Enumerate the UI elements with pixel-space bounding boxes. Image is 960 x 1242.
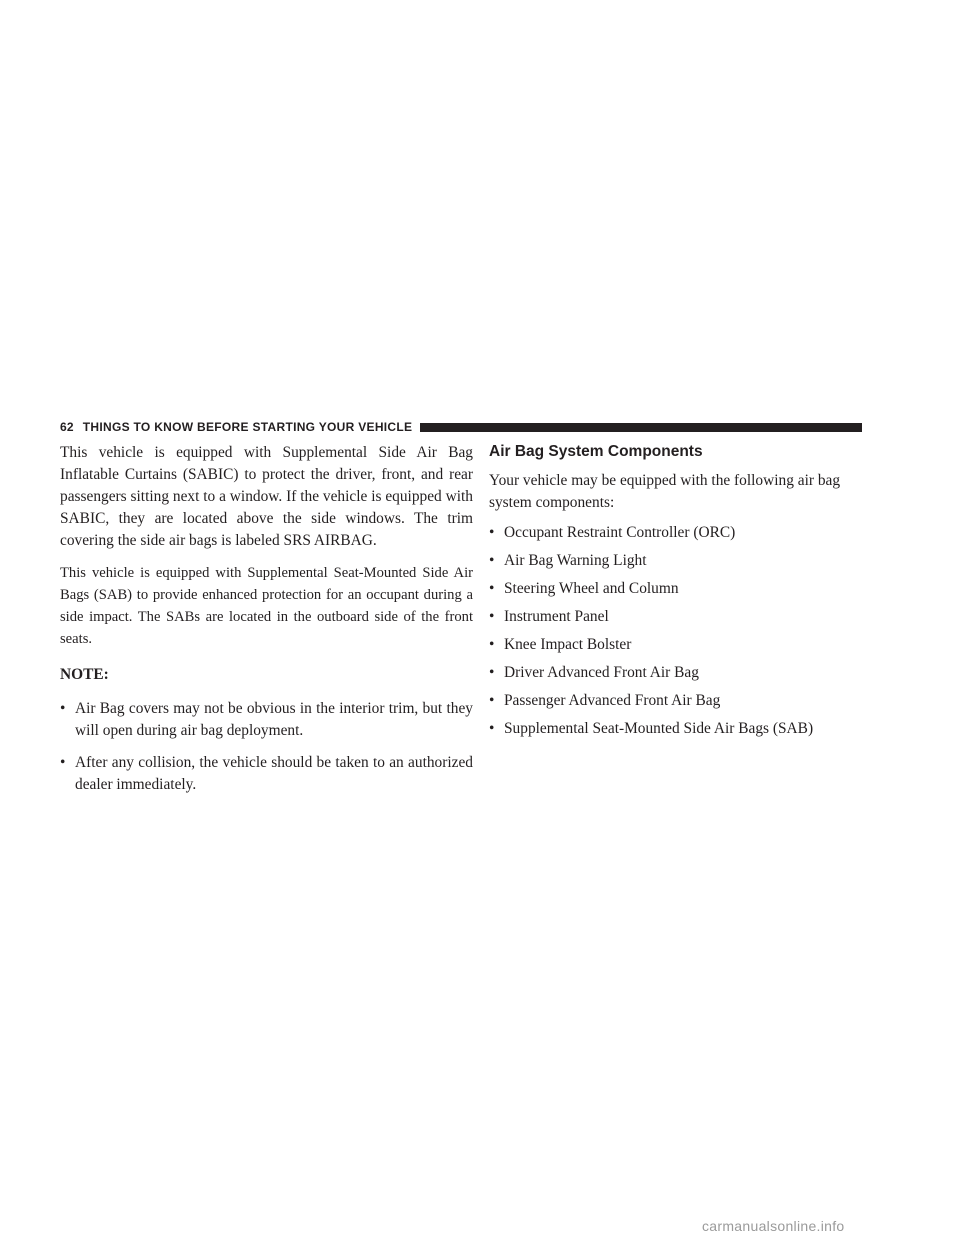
component-text: Occupant Restraint Controller (ORC) — [504, 524, 736, 541]
list-item — [489, 606, 864, 628]
section-title: THINGS TO KNOW BEFORE STARTING YOUR VEHICLE — [82, 420, 413, 434]
bullet-icon: • — [489, 580, 495, 597]
component-text: Instrument Panel — [504, 608, 609, 625]
sabic-paragraph: This vehicle is equipped with Supplemental Side Air Bag Inflatable Curtains (SABIC) to protect the driver, front, and rear passengers sitting next to a window. If the vehicle is equipped with SABIC, they are located above the side windows. The trim covering the side air bags is labeled SRS AIRBAG. — [60, 444, 473, 549]
header-rule — [420, 423, 862, 432]
list-item — [60, 752, 473, 796]
note-text: After any collision, the vehicle should be taken to an authorized dealer immediately. — [75, 754, 473, 793]
component-text: Driver Advanced Front Air Bag — [504, 664, 699, 681]
list-item — [489, 718, 864, 740]
note-list — [60, 698, 473, 796]
note-text: Air Bag covers may not be obvious in the interior trim, but they will open during air bag deployment. — [75, 700, 473, 739]
sab-paragraph: This vehicle is equipped with Supplemental Seat-Mounted Side Air Bags (SAB) to provide enhanced protection for an occupant during a side impact. The SABs are located in the outboard side of the front seats. — [60, 565, 473, 647]
component-text: Knee Impact Bolster — [504, 636, 632, 653]
component-text: Passenger Advanced Front Air Bag — [504, 692, 721, 709]
bullet-icon: • — [489, 692, 495, 709]
left-column — [60, 442, 473, 806]
bullet-icon: • — [489, 552, 495, 569]
components-list — [489, 522, 864, 740]
list-item — [489, 550, 864, 572]
component-text: Supplemental Seat-Mounted Side Air Bags (SAB) — [504, 720, 814, 737]
bullet-icon: • — [489, 720, 495, 737]
running-header — [60, 418, 862, 436]
bullet-icon: • — [489, 524, 495, 541]
list-item — [489, 578, 864, 600]
components-intro: Your vehicle may be equipped with the following air bag system components: — [489, 472, 841, 511]
page-number: 62 — [60, 420, 74, 434]
components-heading: Air Bag System Components — [489, 443, 703, 460]
list-item — [489, 522, 864, 544]
bullet-icon: • — [489, 608, 495, 625]
list-item — [489, 634, 864, 656]
component-text: Air Bag Warning Light — [504, 552, 647, 569]
bullet-icon: • — [60, 700, 66, 717]
bullet-icon: • — [60, 754, 66, 771]
list-item — [489, 690, 864, 712]
right-column — [489, 442, 864, 746]
list-item — [489, 662, 864, 684]
watermark: carmanualsonline.info — [702, 1218, 845, 1234]
bullet-icon: • — [489, 664, 495, 681]
bullet-icon: • — [489, 636, 495, 653]
list-item — [60, 698, 473, 742]
component-text: Steering Wheel and Column — [504, 580, 679, 597]
note-label: NOTE: — [60, 666, 109, 683]
